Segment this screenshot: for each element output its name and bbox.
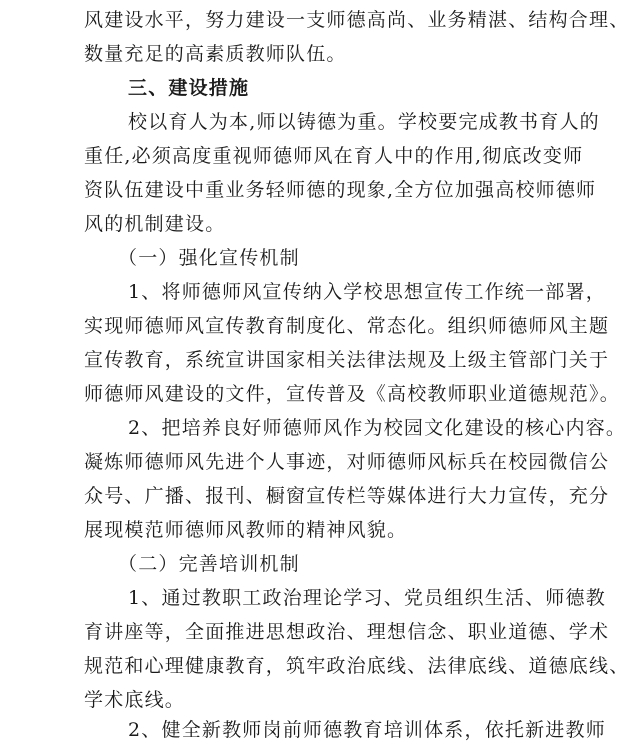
paragraph-line: 2、把培养良好师德师风作为校园文化建设的核心内容。 [128,417,627,439]
section-heading: 三、建设措施 [128,77,250,99]
paragraph-line: 2、健全新教师岗前师德教育培训体系，依托新进教师 [128,719,606,741]
subsection-heading: （一）强化宣传机制 [118,247,300,269]
paragraph-line: 师德师风建设的文件，宣传普及《高校教师职业道德规范》。 [84,383,620,405]
paragraph-line: 实现师德师风宣传教育制度化、常态化。组织师德师风主题 [84,315,610,337]
paragraph-line: 学术底线。 [84,689,186,711]
paragraph-line: 资队伍建设中重业务轻师德的现象,全方位加强高校师德师 [84,179,597,201]
paragraph-line: 1、通过教职工政治理论学习、党员组织生活、师德教 [128,587,606,609]
paragraph-line: 育讲座等，全面推进思想政治、理想信念、职业道德、学术 [84,621,610,643]
paragraph-line: 宣传教育，系统宣讲国家相关法律法规及上级主管部门关于 [84,349,610,371]
paragraph-line: 重任,必须高度重视师德师风在育人中的作用,彻底改变师 [84,145,584,167]
paragraph-line: 展现模范师德师风教师的精神风貌。 [84,519,408,541]
paragraph-line: 众号、广播、报刊、橱窗宣传栏等媒体进行大力宣传，充分 [84,485,610,507]
paragraph-line: 凝炼师德师风先进个人事迹，对师德师风标兵在校园微信公 [84,451,610,473]
paragraph-line: 1、将师德师风宣传纳入学校思想宣传工作统一部署， [128,281,606,303]
paragraph-line: 规范和心理健康教育，筑牢政治底线、法律底线、道德底线、 [84,655,630,677]
subsection-heading: （二）完善培训机制 [118,553,300,575]
paragraph-line: 数量充足的高素质教师队伍。 [84,43,347,65]
paragraph-line: 风的机制建设。 [84,213,226,235]
paragraph-line: 风建设水平，努力建设一支师德高尚、业务精湛、结构合理、 [84,9,630,31]
paragraph-line: 校以育人为本,师以铸德为重。学校要完成教书育人的 [128,111,600,133]
